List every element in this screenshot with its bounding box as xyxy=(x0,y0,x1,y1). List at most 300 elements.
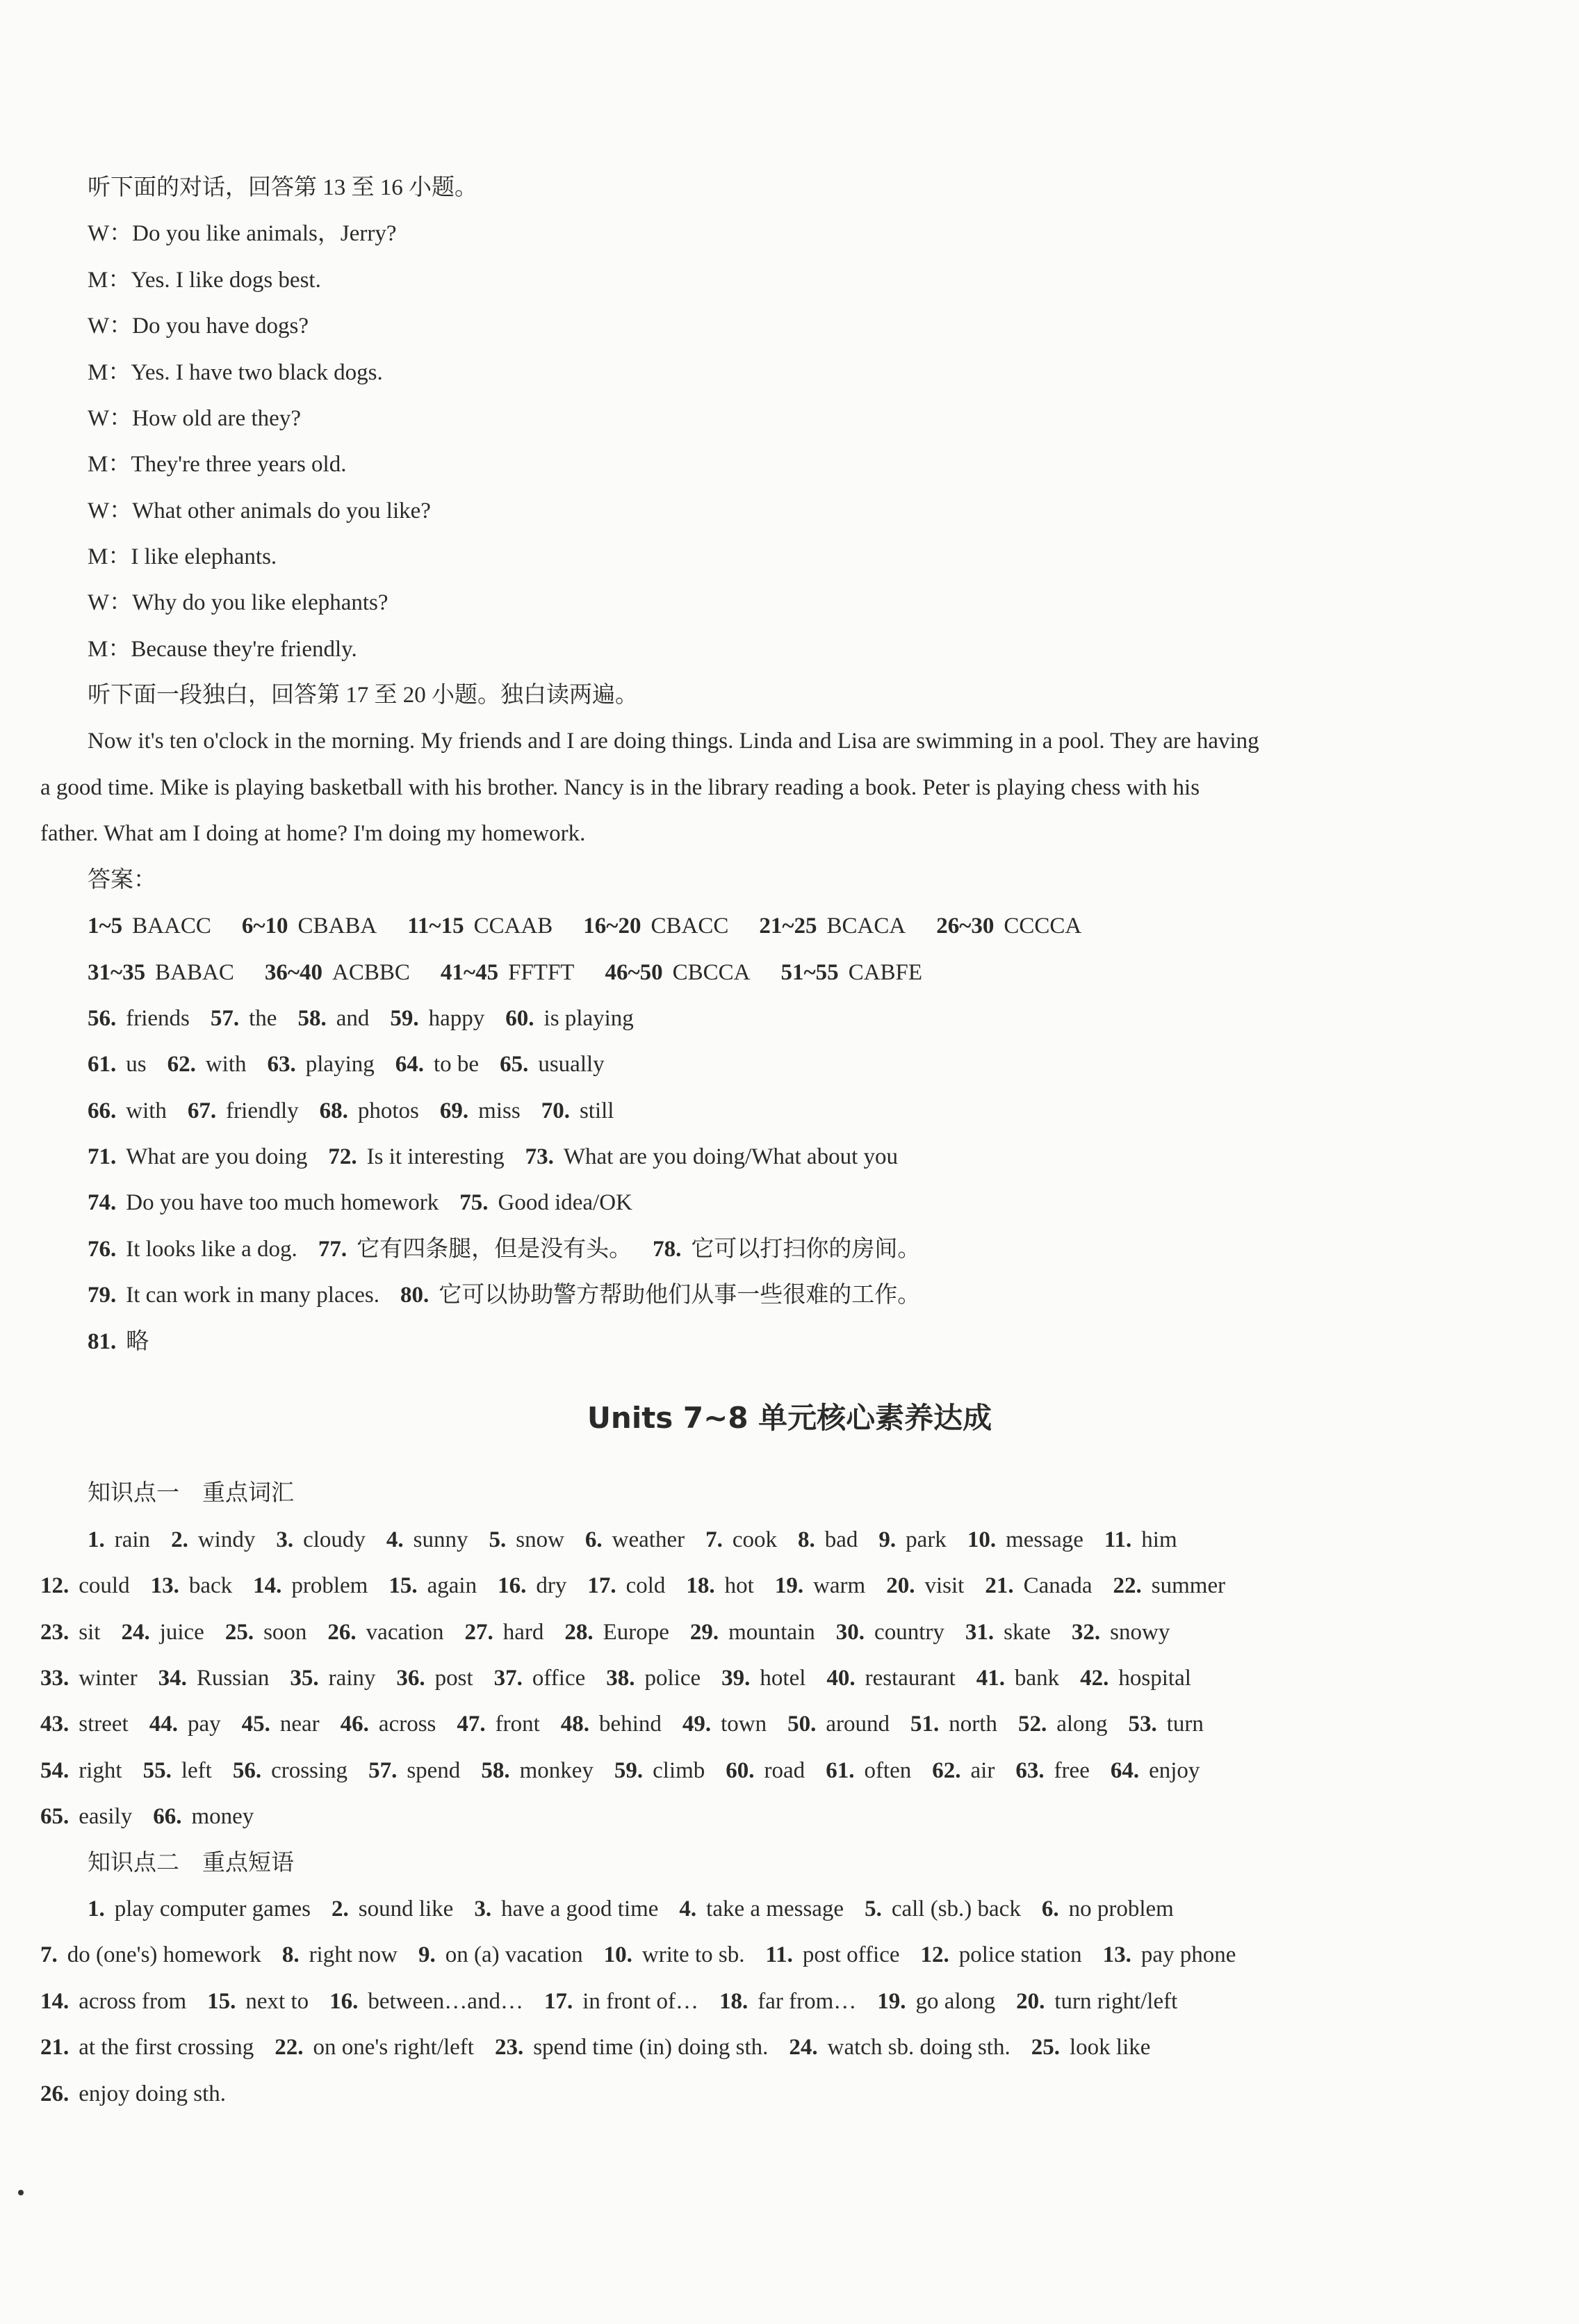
numbered-item xyxy=(561,1712,662,1737)
numbered-item xyxy=(418,1942,583,1967)
numbered-item xyxy=(88,1283,379,1308)
item-text: on (a) vacation xyxy=(445,1942,583,1967)
numbered-item xyxy=(564,1620,669,1645)
item-number: 49. xyxy=(682,1712,712,1737)
item-number: 1. xyxy=(88,1527,105,1552)
item-number: 5. xyxy=(865,1896,882,1921)
item-text: photos xyxy=(357,1098,419,1123)
item-number: 33. xyxy=(40,1666,69,1691)
numbered-item xyxy=(886,1573,964,1598)
item-number: 78. xyxy=(653,1237,682,1262)
phrase-row xyxy=(40,2079,247,2109)
item-text: windy xyxy=(197,1527,256,1552)
numbered-item xyxy=(498,1573,566,1598)
numbered-item xyxy=(318,1237,632,1262)
dialogue-line: M：I like elephants. xyxy=(88,544,277,569)
numbered-item xyxy=(328,1144,504,1169)
item-text: watch sb. doing sth. xyxy=(827,2035,1011,2060)
item-number: 64. xyxy=(395,1052,424,1077)
numbered-item xyxy=(40,1666,138,1691)
item-text: town xyxy=(721,1712,767,1737)
vocab-row xyxy=(40,1663,1212,1693)
item-text: turn xyxy=(1166,1712,1204,1737)
item-number: 21~25 xyxy=(759,913,817,938)
numbered-item xyxy=(826,1666,955,1691)
item-text: happy xyxy=(428,1006,485,1031)
item-number: 35. xyxy=(290,1666,319,1691)
item-text: monkey xyxy=(519,1758,594,1783)
numbered-item xyxy=(40,1942,261,1967)
item-number: 17. xyxy=(587,1573,616,1598)
item-text: restaurant xyxy=(865,1666,956,1691)
item-text: weather xyxy=(612,1527,685,1552)
item-text: pay xyxy=(187,1712,221,1737)
dialogue-line: M：Yes. I have two black dogs. xyxy=(88,360,383,385)
phrase-row xyxy=(40,1940,1257,1970)
item-text: friendly xyxy=(226,1098,299,1123)
item-number: 31. xyxy=(965,1620,995,1645)
item-text: have a good time xyxy=(501,1896,659,1921)
numbered-item xyxy=(826,1758,911,1783)
item-number: 2. xyxy=(171,1527,188,1552)
numbered-item xyxy=(500,1052,605,1077)
item-text: do (one's) homework xyxy=(67,1942,261,1967)
item-number: 6. xyxy=(584,1527,603,1552)
numbered-item xyxy=(985,1573,1092,1598)
item-number: 42. xyxy=(1080,1666,1109,1691)
numbered-item xyxy=(932,1758,995,1783)
numbered-item xyxy=(233,1758,347,1783)
item-text: spend xyxy=(407,1758,461,1783)
item-text: bad xyxy=(824,1527,858,1552)
item-text: CBCCA xyxy=(672,960,751,985)
item-text: left xyxy=(181,1758,212,1783)
item-number: 59. xyxy=(390,1006,419,1031)
item-text: Europe xyxy=(603,1620,669,1645)
vocab-row xyxy=(40,1709,1225,1739)
item-number: 18. xyxy=(686,1573,715,1598)
item-number: 44. xyxy=(149,1712,178,1737)
item-text: call (sb.) back xyxy=(891,1896,1021,1921)
item-text: 它可以协助警方帮助他们从事一些很难的工作。 xyxy=(439,1283,921,1308)
numbered-item xyxy=(242,913,377,938)
item-number: 40. xyxy=(826,1666,856,1691)
item-text: across xyxy=(378,1712,436,1737)
item-number: 1. xyxy=(88,1896,105,1921)
numbered-item xyxy=(481,1758,594,1783)
numbered-item xyxy=(171,1527,255,1552)
item-number: 38. xyxy=(606,1666,635,1691)
item-number: 57. xyxy=(210,1006,240,1031)
vocab-row xyxy=(40,1570,1246,1601)
item-number: 36~40 xyxy=(264,960,323,985)
item-text: soon xyxy=(263,1620,307,1645)
numbered-item xyxy=(606,1666,701,1691)
item-text: CBABA xyxy=(297,913,377,938)
item-text: office xyxy=(532,1666,586,1691)
item-number: 17. xyxy=(543,1989,573,2014)
item-text: What are you doing/What about you xyxy=(563,1144,899,1169)
item-text: easily xyxy=(79,1804,133,1829)
item-number: 41. xyxy=(976,1666,1005,1691)
numbered-item xyxy=(976,1666,1059,1691)
item-number: 16. xyxy=(498,1573,527,1598)
item-number: 29. xyxy=(689,1620,719,1645)
numbered-item xyxy=(282,1942,398,1967)
item-number: 61. xyxy=(88,1052,117,1077)
numbered-item xyxy=(88,1329,149,1354)
item-text: money xyxy=(191,1804,254,1829)
item-text: road xyxy=(764,1758,805,1783)
item-text: playing xyxy=(305,1052,375,1077)
item-text: Good idea/OK xyxy=(498,1190,632,1215)
dialogue-line: M：Yes. I like dogs best. xyxy=(88,268,321,293)
item-number: 34. xyxy=(158,1666,187,1691)
numbered-item xyxy=(605,960,750,985)
item-text: could xyxy=(79,1573,130,1598)
numbered-item xyxy=(40,1620,100,1645)
item-text: in front of… xyxy=(582,1989,699,2014)
numbered-item xyxy=(1103,1942,1236,1967)
item-text: around xyxy=(826,1712,890,1737)
item-number: 22. xyxy=(275,2035,304,2060)
numbered-item xyxy=(88,1144,307,1169)
item-text: hotel xyxy=(760,1666,806,1691)
item-text: along xyxy=(1056,1712,1108,1737)
numbered-item xyxy=(40,1573,130,1598)
item-number: 60. xyxy=(726,1758,755,1783)
item-number: 10. xyxy=(603,1942,632,1967)
item-number: 23. xyxy=(40,1620,69,1645)
item-text: between…and… xyxy=(368,1989,523,2014)
item-number: 58. xyxy=(481,1758,510,1783)
item-number: 21. xyxy=(40,2035,69,2060)
item-text: summer xyxy=(1151,1573,1226,1598)
numbered-item xyxy=(965,1620,1051,1645)
listening-intro-1: 听下面的对话，回答第 13 至 16 小题。 xyxy=(88,175,477,200)
numbered-item xyxy=(459,1190,632,1215)
numbered-item xyxy=(88,1190,439,1215)
numbered-item xyxy=(88,1527,150,1552)
answer-row xyxy=(88,1280,941,1310)
numbered-item xyxy=(88,1006,190,1031)
item-number: 66. xyxy=(153,1804,182,1829)
vocab-row xyxy=(40,1617,1191,1648)
item-text: miss xyxy=(478,1098,521,1123)
numbered-item xyxy=(297,1006,369,1031)
numbered-item xyxy=(40,1758,122,1783)
item-number: 14. xyxy=(253,1573,282,1598)
numbered-item xyxy=(167,1052,247,1077)
numbered-item xyxy=(40,2035,254,2060)
item-number: 24. xyxy=(789,2035,818,2060)
dialogue-line: W：Do you have dogs? xyxy=(88,314,309,339)
item-number: 26. xyxy=(40,2081,69,2106)
monologue-line: father. What am I doing at home? I'm doing my homework. xyxy=(40,821,586,846)
item-number: 15. xyxy=(388,1573,418,1598)
item-text: winter xyxy=(79,1666,138,1691)
item-text: sound like xyxy=(358,1896,454,1921)
item-text: post office xyxy=(802,1942,900,1967)
item-number: 54. xyxy=(40,1758,69,1783)
numbered-item xyxy=(1111,1758,1200,1783)
item-number: 24. xyxy=(121,1620,150,1645)
item-text: bank xyxy=(1015,1666,1060,1691)
item-number: 21. xyxy=(985,1573,1014,1598)
item-number: 19. xyxy=(877,1989,906,2014)
item-text: police station xyxy=(958,1942,1082,1967)
item-text: usually xyxy=(538,1052,605,1077)
numbered-item xyxy=(253,1573,368,1598)
item-number: 13. xyxy=(1102,1942,1131,1967)
numbered-item xyxy=(464,1620,543,1645)
numbered-item xyxy=(329,1989,523,2014)
item-text: on one's right/left xyxy=(313,2035,474,2060)
item-text: the xyxy=(249,1006,277,1031)
item-number: 7. xyxy=(40,1942,58,1967)
numbered-item xyxy=(936,913,1081,938)
item-text: pay phone xyxy=(1140,1942,1236,1967)
numbered-item xyxy=(765,1942,899,1967)
item-number: 81. xyxy=(88,1329,117,1354)
item-text: look like xyxy=(1069,2035,1151,2060)
item-number: 60. xyxy=(505,1006,534,1031)
item-number: 7. xyxy=(705,1527,723,1552)
numbered-item xyxy=(88,1237,297,1262)
item-text: often xyxy=(864,1758,912,1783)
numbered-item xyxy=(1042,1896,1174,1921)
item-number: 59. xyxy=(614,1758,644,1783)
dialogue-line: W：How old are they? xyxy=(88,406,301,431)
numbered-item xyxy=(878,1527,946,1552)
answer-row xyxy=(88,1234,941,1265)
numbered-item xyxy=(1031,2035,1151,2060)
numbered-item xyxy=(368,1758,460,1783)
item-text: enjoy xyxy=(1149,1758,1200,1783)
item-number: 31~35 xyxy=(88,960,146,985)
numbered-item xyxy=(320,1098,419,1123)
item-number: 16~20 xyxy=(583,913,641,938)
item-number: 11. xyxy=(1104,1527,1132,1552)
item-number: 46. xyxy=(340,1712,369,1737)
item-number: 1~5 xyxy=(88,913,123,938)
dialogue-line: M：Because they're friendly. xyxy=(88,637,357,662)
item-number: 9. xyxy=(418,1942,436,1967)
item-text: cook xyxy=(732,1527,778,1552)
item-number: 27. xyxy=(464,1620,493,1645)
numbered-item xyxy=(505,1006,634,1031)
item-number: 39. xyxy=(721,1666,751,1691)
item-number: 20. xyxy=(886,1573,915,1598)
item-text: write to sb. xyxy=(641,1942,745,1967)
item-number: 20. xyxy=(1016,1989,1045,2014)
vocab-row xyxy=(40,1755,1220,1786)
item-text: north xyxy=(949,1712,997,1737)
answer-row xyxy=(88,1003,655,1034)
numbered-item xyxy=(400,1283,920,1308)
item-number: 26~30 xyxy=(936,913,995,938)
item-number: 68. xyxy=(319,1098,348,1123)
numbered-item xyxy=(775,1573,865,1598)
numbered-item xyxy=(719,1989,856,2014)
numbered-item xyxy=(88,960,234,985)
numbered-item xyxy=(495,2035,768,2060)
item-number: 2. xyxy=(332,1896,349,1921)
item-number: 22. xyxy=(1113,1573,1142,1598)
item-number: 3. xyxy=(276,1527,294,1552)
numbered-item xyxy=(388,1573,477,1598)
item-number: 32. xyxy=(1071,1620,1101,1645)
numbered-item xyxy=(121,1620,204,1645)
item-number: 19. xyxy=(774,1573,804,1598)
item-text: friends xyxy=(126,1006,190,1031)
item-number: 8. xyxy=(798,1527,815,1552)
numbered-item xyxy=(188,1098,299,1123)
item-text: rain xyxy=(114,1527,151,1552)
numbered-item xyxy=(290,1666,375,1691)
numbered-item xyxy=(207,1989,309,2014)
numbered-item xyxy=(151,1573,233,1598)
item-text: again xyxy=(427,1573,477,1598)
item-number: 53. xyxy=(1128,1712,1157,1737)
item-text: FFTFT xyxy=(508,960,575,985)
numbered-item xyxy=(143,1758,212,1783)
item-number: 64. xyxy=(1110,1758,1140,1783)
item-number: 63. xyxy=(267,1052,296,1077)
answer-row xyxy=(88,1049,625,1080)
item-number: 8. xyxy=(281,1942,300,1967)
numbered-item xyxy=(395,1052,479,1077)
item-text: cloudy xyxy=(303,1527,366,1552)
answer-row xyxy=(88,911,1112,941)
item-text: with xyxy=(126,1098,167,1123)
numbered-item xyxy=(275,2035,474,2060)
item-text: across from xyxy=(79,1989,187,2014)
numbered-item xyxy=(88,1052,147,1077)
numbered-item xyxy=(40,1989,186,2014)
item-text: right now xyxy=(309,1942,398,1967)
item-text: snow xyxy=(516,1527,564,1552)
numbered-item xyxy=(441,960,575,985)
item-number: 45. xyxy=(241,1712,270,1737)
monologue-line: a good time. Mike is playing basketball with his brother. Nancy is in the library reading a book. Peter is playing chess with his xyxy=(40,775,1200,800)
item-number: 71. xyxy=(88,1144,117,1169)
item-number: 3. xyxy=(474,1896,492,1921)
numbered-item xyxy=(690,1620,815,1645)
numbered-item xyxy=(721,1666,805,1691)
item-text: dry xyxy=(536,1573,567,1598)
item-number: 57. xyxy=(368,1758,398,1783)
phrase-row xyxy=(40,2032,1171,2063)
item-number: 37. xyxy=(493,1666,523,1691)
numbered-item xyxy=(407,913,553,938)
item-number: 51. xyxy=(910,1712,940,1737)
numbered-item xyxy=(242,1712,320,1737)
item-number: 80. xyxy=(400,1283,429,1308)
item-text: snowy xyxy=(1110,1620,1170,1645)
item-number: 79. xyxy=(88,1283,117,1308)
item-text: right xyxy=(79,1758,122,1783)
item-text: It can work in many places. xyxy=(126,1283,379,1308)
item-number: 66. xyxy=(88,1098,117,1123)
item-text: ACBBC xyxy=(332,960,410,985)
numbered-item xyxy=(1015,1758,1090,1783)
phrase-row xyxy=(88,1894,1195,1924)
numbered-item xyxy=(268,1052,375,1077)
item-number: 46~50 xyxy=(605,960,663,985)
item-text: police xyxy=(644,1666,701,1691)
numbered-item xyxy=(88,1098,167,1123)
item-number: 12. xyxy=(920,1942,949,1967)
numbered-item xyxy=(489,1527,564,1552)
numbered-item xyxy=(686,1573,753,1598)
item-text: warm xyxy=(813,1573,866,1598)
item-text: to be xyxy=(434,1052,480,1077)
item-text: Is it interesting xyxy=(366,1144,505,1169)
numbered-item xyxy=(158,1666,270,1691)
item-text: visit xyxy=(924,1573,965,1598)
numbered-item xyxy=(396,1666,473,1691)
numbered-item xyxy=(327,1620,443,1645)
numbered-item xyxy=(921,1942,1082,1967)
item-number: 13. xyxy=(150,1573,179,1598)
vocab-row xyxy=(40,1801,275,1832)
item-number: 67. xyxy=(187,1098,217,1123)
item-text: back xyxy=(188,1573,233,1598)
item-text: behind xyxy=(599,1712,662,1737)
numbered-item xyxy=(211,1006,277,1031)
item-text: play computer games xyxy=(114,1896,311,1921)
numbered-item xyxy=(836,1620,944,1645)
item-text: turn right/left xyxy=(1054,1989,1178,2014)
numbered-item xyxy=(781,960,923,985)
numbered-item xyxy=(386,1527,468,1552)
item-text: CBACC xyxy=(651,913,729,938)
item-text: air xyxy=(970,1758,995,1783)
item-number: 14. xyxy=(40,1989,69,2014)
item-number: 25. xyxy=(1031,2035,1060,2060)
item-number: 77. xyxy=(318,1237,347,1262)
item-text: BAACC xyxy=(132,913,211,938)
item-number: 70. xyxy=(541,1098,570,1123)
item-text: park xyxy=(906,1527,947,1552)
numbered-item xyxy=(390,1006,484,1031)
item-number: 62. xyxy=(932,1758,961,1783)
item-number: 61. xyxy=(826,1758,855,1783)
item-number: 5. xyxy=(489,1527,507,1552)
item-text: him xyxy=(1141,1527,1177,1552)
item-number: 11~15 xyxy=(407,913,464,938)
item-text: enjoy doing sth. xyxy=(79,2081,226,2106)
item-number: 10. xyxy=(967,1527,997,1552)
item-text: and xyxy=(336,1006,370,1031)
numbered-item xyxy=(440,1098,521,1123)
item-number: 52. xyxy=(1017,1712,1047,1737)
item-text: hard xyxy=(502,1620,544,1645)
item-text: free xyxy=(1054,1758,1090,1783)
numbered-item xyxy=(653,1237,920,1262)
item-number: 74. xyxy=(88,1190,117,1215)
margin-dot xyxy=(18,2190,24,2195)
item-number: 15. xyxy=(207,1989,236,2014)
item-text: no problem xyxy=(1068,1896,1174,1921)
item-text: 它可以打扫你的房间。 xyxy=(691,1237,921,1262)
item-text: rainy xyxy=(328,1666,376,1691)
section-vocab-heading: 知识点一 重点词汇 xyxy=(88,1481,294,1506)
numbered-item xyxy=(276,1527,366,1552)
item-number: 23. xyxy=(494,2035,524,2060)
item-text: skate xyxy=(1004,1620,1051,1645)
